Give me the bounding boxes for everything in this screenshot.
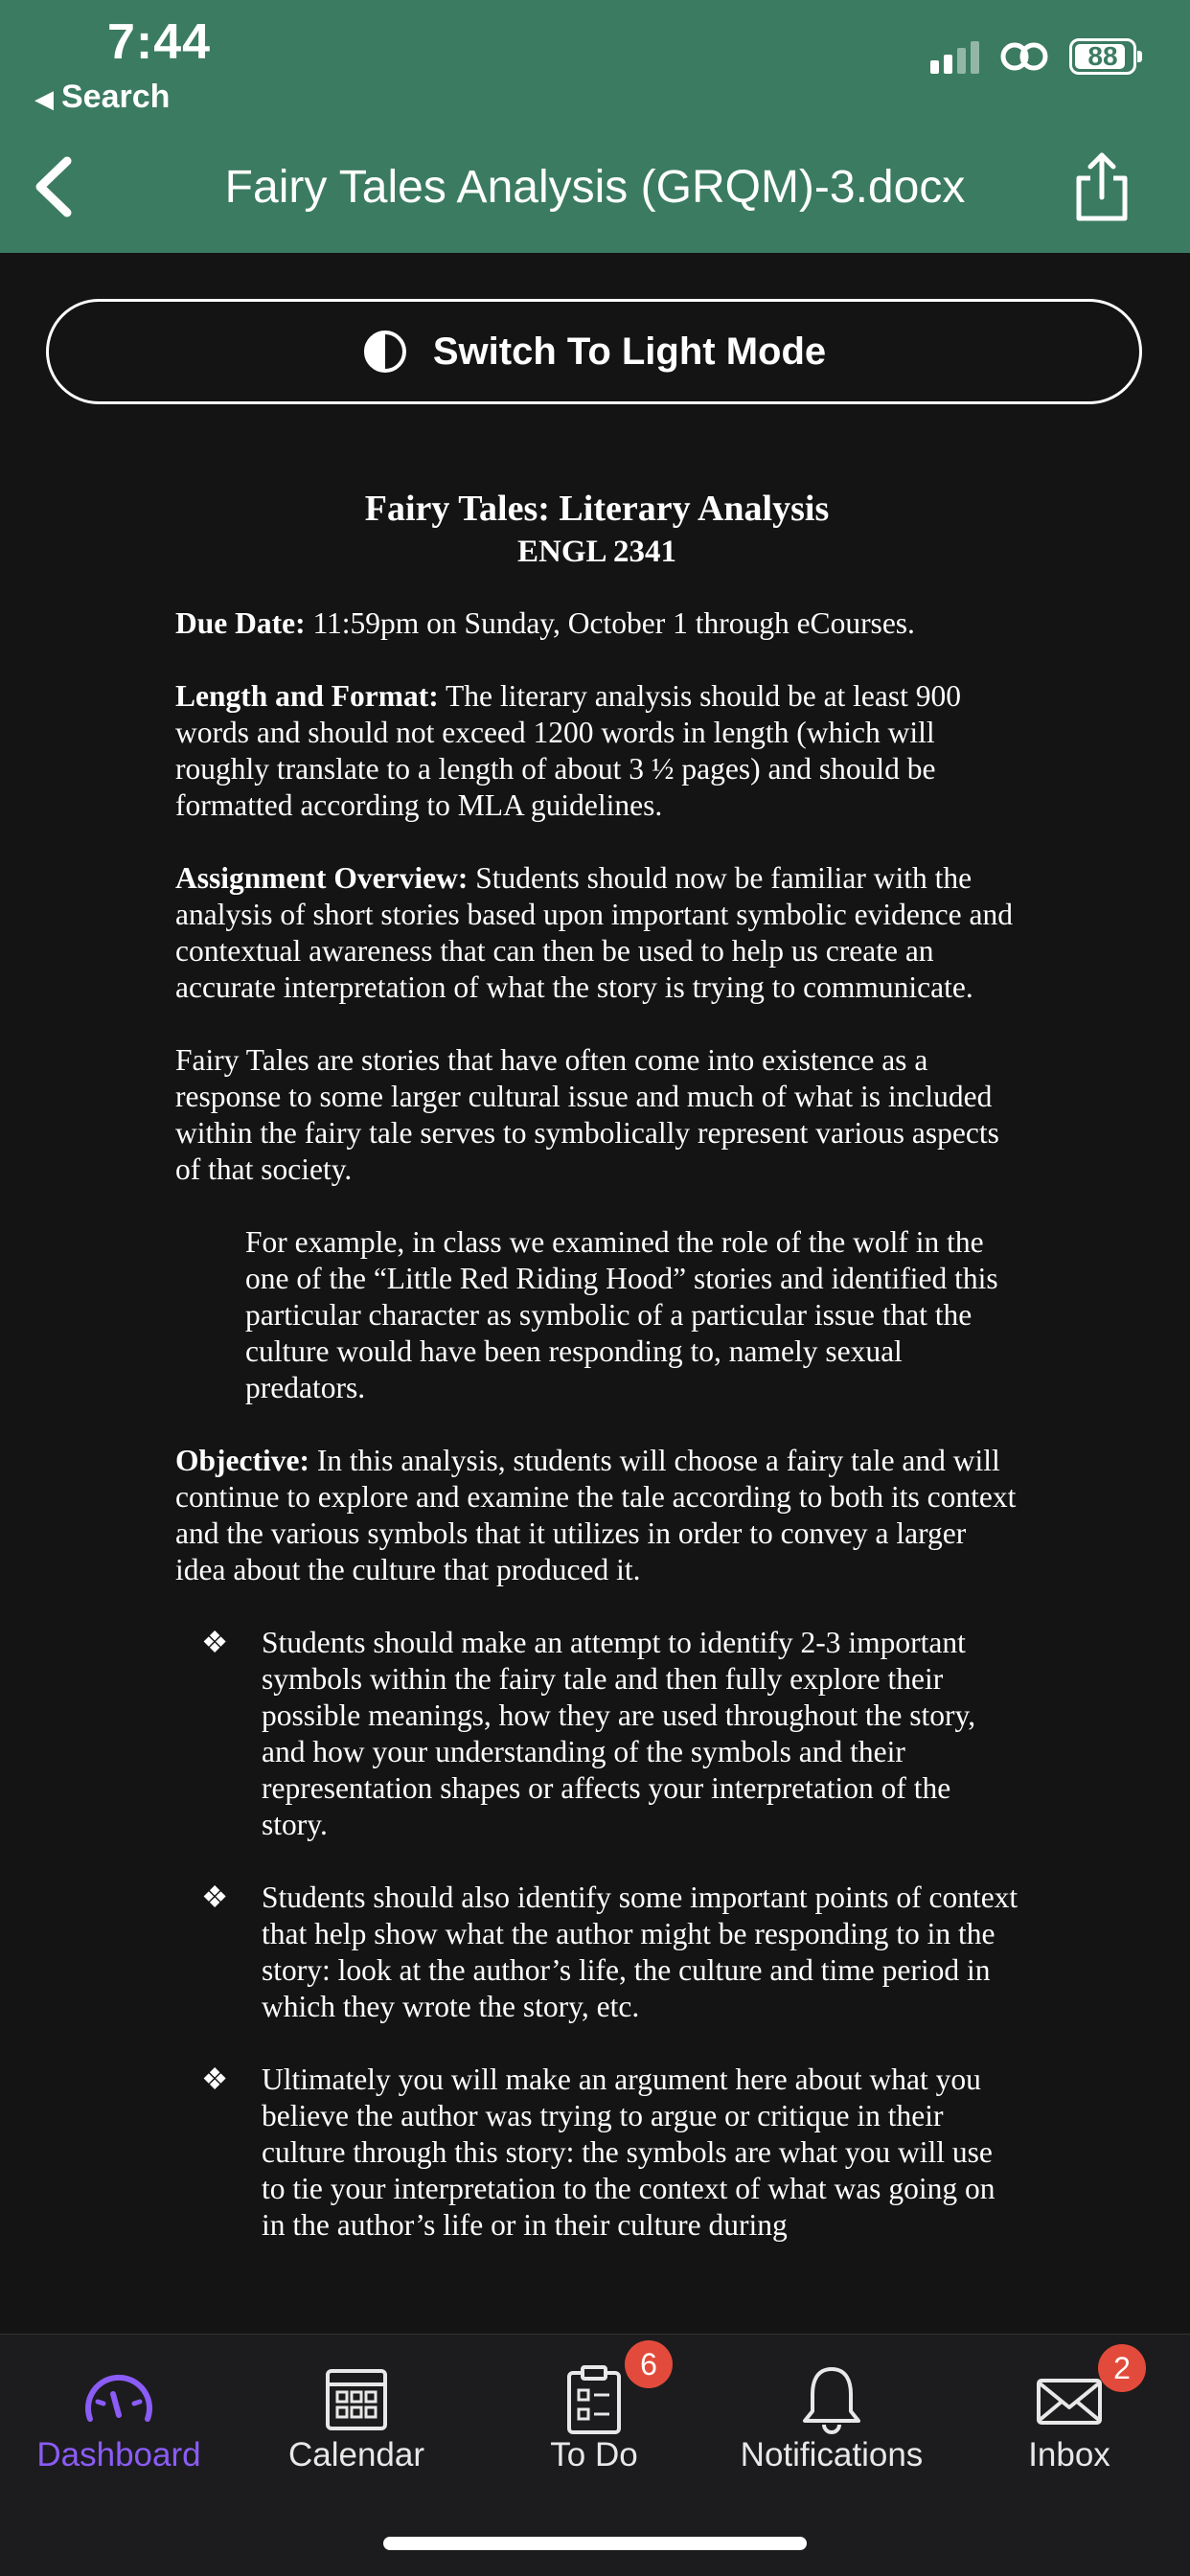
due-date-paragraph (175, 605, 1018, 642)
back-to-search-link[interactable] (34, 79, 170, 116)
back-search-label: Search (61, 79, 171, 115)
objective-paragraph (175, 1443, 1018, 1588)
length-format-paragraph (175, 678, 1018, 824)
tab-calendar[interactable] (241, 2335, 471, 2497)
assignment-title: Fairy Tales: Literary Analysis (364, 489, 830, 529)
bullet-item (201, 2062, 1018, 2244)
overview-label: Assignment Overview: (175, 861, 469, 895)
tab-notifications[interactable] (717, 2335, 947, 2497)
diamond-bullet-icon: ❖ (201, 1626, 229, 1659)
status-icons (930, 38, 1136, 75)
overview-paragraph (175, 860, 1018, 1006)
tab-dashboard[interactable] (4, 2335, 234, 2497)
tab-dashboard-label: Dashboard (36, 2436, 201, 2473)
tab-todo-label: To Do (550, 2436, 638, 2473)
document-body (175, 487, 1018, 2280)
tab-notifications-label: Notifications (740, 2436, 924, 2473)
calendar-icon (318, 2361, 395, 2438)
objective-label: Objective: (175, 1444, 309, 1477)
dashboard-gauge-icon (80, 2361, 157, 2438)
back-triangle-icon: ◀ (34, 84, 54, 113)
diamond-bullet-icon: ❖ (201, 1881, 229, 1914)
battery-icon (1069, 38, 1136, 75)
objective-bullet-list (175, 1625, 1018, 2244)
bell-icon (793, 2361, 870, 2438)
tab-todo[interactable] (479, 2335, 709, 2497)
bullet-text: Students should make an attempt to identify 2-3 important symbols within the fairy tale and then fully explore their possible meanings, how they are used throughout the story, and how your understanding of the symbols and their representation shapes or affects your interpretation of the story. (262, 1626, 976, 1841)
example-paragraph: For example, in class we examined the role of the wolf in the one of the “Little Red Riding Hood” stories and identified this particular character as symbolic of a particular issue that the culture would have been responding to, namely sexual predators. (245, 1225, 998, 1404)
diamond-bullet-icon: ❖ (201, 2063, 229, 2096)
signal-bars-icon (930, 39, 979, 74)
envelope-icon (1031, 2361, 1108, 2438)
contrast-half-circle-icon (362, 329, 408, 375)
personal-hotspot-icon (996, 39, 1052, 74)
objective-text: In this analysis, students will choose a fairy tale and will continue to explore and examine the tale according to both its context and the various symbols that it utilizes in order to convey a larger idea about the culture that produced it. (175, 1444, 1017, 1586)
document-title: Fairy Tales Analysis (GRQM)-3.docx (224, 162, 966, 213)
bullet-item (201, 1880, 1018, 2025)
status-time: 7:44 (107, 14, 212, 70)
bullet-text: Students should also identify some important points of context that help show what the author might be responding to in the story: look at the author’s life, the culture and time period in which they wrote the story, etc. (262, 1881, 1018, 2023)
inbox-count-badge: 2 (1098, 2344, 1146, 2392)
overview-text: Students should now be familiar with the analysis of short stories based upon important symbolic evidence and contextual awareness that can then be used to help us create an accurate interpretation of what the story is trying to communicate. (175, 861, 1013, 1004)
switch-light-mode-button[interactable] (46, 299, 1142, 404)
due-date-text: 11:59pm on Sunday, October 1 through eCourses. (305, 606, 915, 640)
switch-light-mode-label: Switch To Light Mode (432, 330, 827, 373)
bullet-item (201, 1625, 1018, 1843)
document-viewer[interactable] (0, 253, 1190, 2334)
todo-count-badge: 6 (625, 2340, 673, 2388)
length-format-label: Length and Format: (175, 679, 439, 713)
fairy-tales-paragraph: Fairy Tales are stories that have often come into existence as a response to some larger cultural issue and much of what is included within the fairy tale serves to symbolically represent various aspects of that society. (175, 1043, 999, 1186)
battery-percent: 88 (1087, 41, 1118, 71)
top-bar (0, 0, 1190, 253)
home-indicator[interactable] (383, 2537, 807, 2550)
course-code: ENGL 2341 (517, 535, 676, 569)
tab-inbox-label: Inbox (1028, 2436, 1110, 2473)
todo-clipboard-icon (556, 2361, 632, 2438)
tab-calendar-label: Calendar (287, 2436, 425, 2473)
due-date-label: Due Date: (175, 606, 306, 640)
share-icon[interactable] (1067, 151, 1136, 224)
length-format-text: The literary analysis should be at least 900 words and should not exceed 1200 words in length (which will roughly translate to a length of about 3 ½ pages) and should be formatted according to MLA guidelines. (175, 679, 962, 822)
bullet-text: Ultimately you will make an argument here about what you believe the author was trying to argue or critique in their culture through this story: the symbols are what you will use to tie your interpretation to the context of what was going on in the author’s life or in their culture during (262, 2063, 995, 2242)
tab-inbox[interactable] (954, 2335, 1184, 2497)
